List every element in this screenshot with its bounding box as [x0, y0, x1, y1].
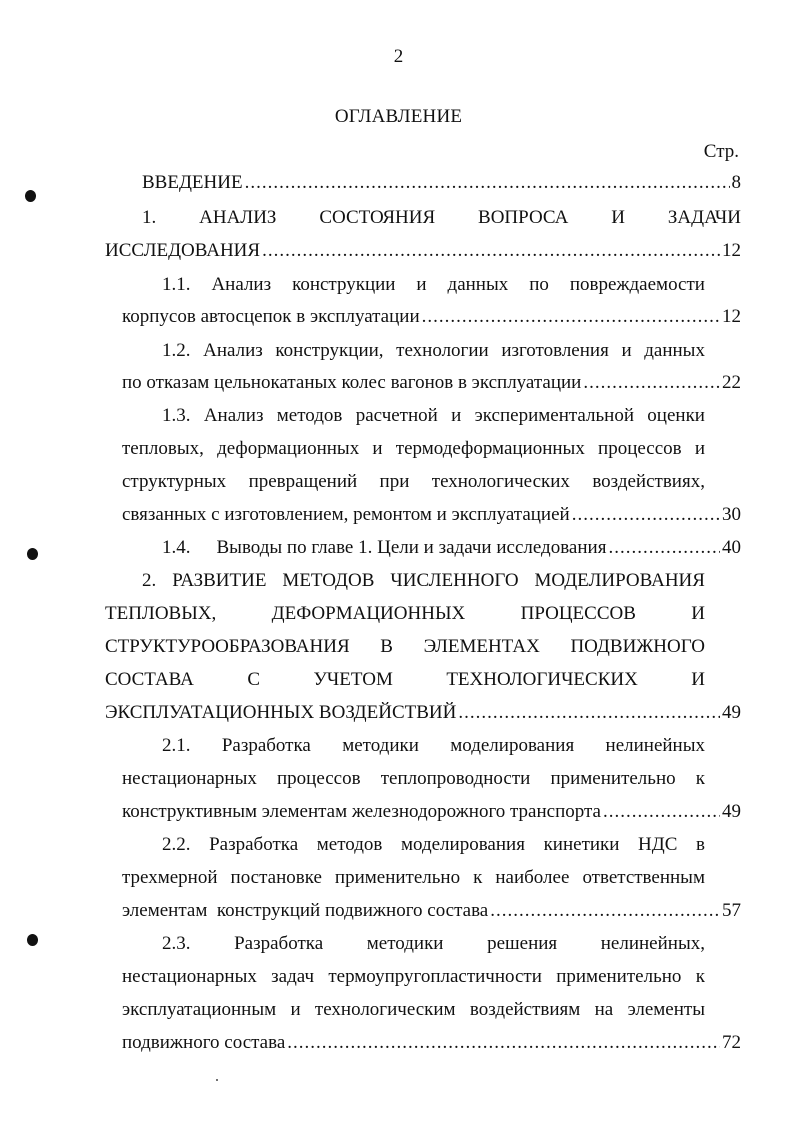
word: структурных	[122, 471, 227, 492]
leader-dots	[262, 240, 720, 262]
leader-dots	[572, 504, 720, 526]
toc-entry-introduction[interactable]	[142, 172, 741, 194]
page-number: 2	[393, 46, 404, 67]
entry-page: 12	[722, 306, 741, 327]
word: Разработка	[221, 735, 311, 756]
word: методики	[342, 735, 419, 756]
word: нестационарных	[122, 966, 257, 987]
toc-entry-2-1-last[interactable]	[122, 801, 741, 823]
word: Анализ	[203, 405, 264, 426]
binder-hole-mark	[25, 190, 36, 202]
entry-number: 1.2.	[162, 340, 191, 361]
word: ТЕХНОЛОГИЧЕСКИХ	[446, 669, 638, 690]
toc-entry-1-1-last[interactable]	[122, 306, 741, 328]
entry-number: 1.3.	[162, 405, 191, 426]
toc-entry-1-3-line1[interactable]	[162, 405, 705, 427]
entry-page: 49	[722, 801, 741, 822]
toc-entry-2-3-last[interactable]	[122, 1032, 741, 1054]
word: экспериментальной	[474, 405, 634, 426]
word: методики	[366, 933, 444, 954]
toc-entry-1-2-last[interactable]	[122, 372, 741, 394]
word: СТРУКТУРООБРАЗОВАНИЯ	[105, 636, 350, 657]
word: повреждаемости	[569, 274, 705, 295]
word: применительно	[334, 867, 461, 888]
word: МОДЕЛИРОВАНИЯ	[534, 570, 705, 591]
toc-entry-1-1-line1[interactable]	[162, 274, 705, 296]
word: расчетной	[355, 405, 438, 426]
word: моделирования	[400, 834, 525, 855]
toc-entry-1-3-line3[interactable]	[122, 471, 705, 493]
toc-title: ОГЛАВЛЕНИЕ	[334, 106, 463, 127]
word: ТЕПЛОВЫХ,	[105, 603, 217, 624]
word: МЕТОДОВ	[282, 570, 375, 591]
word: РАЗВИТИЕ	[172, 570, 267, 591]
entry-number: 2.3.	[162, 933, 191, 954]
word: процессов	[598, 438, 682, 459]
leader-dots	[603, 801, 720, 823]
word: нелинейных,	[600, 933, 705, 954]
leader-dots	[422, 306, 720, 328]
word: методов	[276, 405, 343, 426]
word: ВОПРОСА	[478, 207, 569, 228]
word: к	[695, 966, 705, 987]
word: оценки	[647, 405, 705, 426]
word: моделирования	[450, 735, 575, 756]
entry-text: связанных с изготовлением, ремонтом и эксплуатацией	[122, 504, 570, 525]
toc-entry-1-2-line1[interactable]	[162, 340, 705, 362]
scan-speck	[216, 1079, 218, 1081]
word: ПОДВИЖНОГО	[570, 636, 705, 657]
entry-text: элементам конструкций подвижного состава	[122, 900, 489, 921]
word: к	[473, 867, 483, 888]
word: В	[380, 636, 393, 657]
word: теплопроводности	[380, 768, 531, 789]
pages-column-header: Стр.	[703, 141, 739, 162]
toc-entry-2-1-line2[interactable]	[122, 768, 705, 790]
binder-hole-mark	[27, 934, 38, 946]
toc-entry-2-1-line1[interactable]	[162, 735, 705, 757]
toc-entry-1-line1[interactable]	[142, 207, 741, 229]
word: и	[694, 438, 705, 459]
word: трехмерной	[122, 867, 218, 888]
word: к	[695, 768, 705, 789]
word: конструкции,	[275, 340, 384, 361]
entry-text: по отказам цельнокатаных колес вагонов в эксплуатации	[122, 372, 582, 393]
word: Анализ	[211, 274, 272, 295]
entry-page: 57	[722, 900, 741, 921]
word: ДЕФОРМАЦИОННЫХ	[271, 603, 466, 624]
leader-dots	[458, 702, 720, 724]
entry-page: 40	[722, 537, 741, 558]
word: изготовления	[501, 340, 609, 361]
word: технологическим	[314, 999, 456, 1020]
word: на	[594, 999, 614, 1020]
leader-dots	[245, 172, 730, 194]
word: технологии	[396, 340, 489, 361]
toc-entry-1-last[interactable]	[105, 240, 741, 262]
word: превращений	[248, 471, 358, 492]
word: нестационарных	[122, 768, 257, 789]
word: и	[290, 999, 301, 1020]
word: технологических	[431, 471, 570, 492]
word: и	[372, 438, 383, 459]
word: ответственным	[582, 867, 705, 888]
word: и	[451, 405, 462, 426]
toc-entry-2-line2[interactable]	[105, 603, 705, 625]
word: решения	[487, 933, 558, 954]
toc-entry-2-3-line3[interactable]	[122, 999, 705, 1021]
word: деформационных	[217, 438, 360, 459]
toc-entry-2-2-last[interactable]	[122, 900, 741, 922]
toc-entry-2-2-line2[interactable]	[122, 867, 705, 889]
entry-number: 2.1.	[162, 735, 191, 756]
word: эксплуатационным	[122, 999, 277, 1020]
entry-number: 1.1.	[162, 274, 191, 295]
word: задач	[271, 966, 315, 987]
leader-dots	[490, 900, 720, 922]
word: УЧЕТОМ	[313, 669, 393, 690]
toc-entry-1-4[interactable]	[162, 537, 741, 559]
word: С	[247, 669, 261, 690]
word: и	[621, 340, 632, 361]
entry-page: 8	[731, 172, 741, 193]
entry-number: 2.2.	[162, 834, 191, 855]
word: АНАЛИЗ	[199, 207, 277, 228]
entry-text: конструктивным элементам железнодорожного транспорта	[122, 801, 601, 822]
word: И	[691, 603, 705, 624]
word: применительно	[556, 966, 682, 987]
word: воздействиях,	[592, 471, 705, 492]
toc-entry-2-2-line1[interactable]	[162, 834, 705, 856]
entry-page: 22	[722, 372, 741, 393]
word: применительно	[550, 768, 676, 789]
word: И	[611, 207, 625, 228]
word: по	[529, 274, 549, 295]
toc-entry-1-3-last[interactable]	[122, 504, 741, 526]
entry-page: 30	[722, 504, 741, 525]
word: при	[379, 471, 410, 492]
toc-entry-1-3-line2[interactable]	[122, 438, 705, 460]
word: нелинейных	[605, 735, 705, 756]
toc-entry-2-line4[interactable]	[105, 669, 705, 691]
word: данных	[644, 340, 705, 361]
entry-text: ВВЕДЕНИЕ	[142, 172, 243, 193]
word: ЗАДАЧИ	[667, 207, 741, 228]
word: тепловых,	[122, 438, 204, 459]
entry-page: 49	[722, 702, 741, 723]
entry-number: 1.	[142, 207, 157, 228]
word: Разработка	[209, 834, 299, 855]
word: методов	[316, 834, 383, 855]
toc-entry-2-line1[interactable]	[142, 570, 705, 592]
word: в	[696, 834, 705, 855]
word: Анализ	[203, 340, 263, 361]
entry-text: ЭКСПЛУАТАЦИОННЫХ ВОЗДЕЙСТВИЙ	[105, 702, 457, 723]
word: Разработка	[234, 933, 324, 954]
entry-text: корпусов автосцепок в эксплуатации	[122, 306, 420, 327]
word: элементы	[627, 999, 705, 1020]
word: ЧИСЛЕННОГО	[390, 570, 519, 591]
word: термодеформационных	[395, 438, 585, 459]
leader-dots	[287, 1032, 720, 1054]
entry-number: 2.	[142, 570, 157, 591]
entry-page: 72	[722, 1032, 741, 1053]
entry-text: ИССЛЕДОВАНИЯ	[105, 240, 261, 261]
word: конструкции	[292, 274, 396, 295]
leader-dots	[583, 372, 720, 394]
toc-entry-2-3-line1[interactable]	[162, 933, 705, 955]
word: постановке	[230, 867, 322, 888]
entry-text: подвижного состава	[122, 1032, 286, 1053]
word: СОСТОЯНИЯ	[319, 207, 436, 228]
entry-page: 12	[722, 240, 741, 261]
toc-entry-2-3-line2[interactable]	[122, 966, 705, 988]
word: ПРОЦЕССОВ	[520, 603, 636, 624]
word: И	[691, 669, 705, 690]
entry-text: Выводы по главе 1. Цели и задачи исследования	[216, 537, 607, 558]
word: процессов	[277, 768, 361, 789]
entry-number: 1.4.	[162, 537, 191, 558]
word: данных	[447, 274, 509, 295]
toc-entry-2-line3[interactable]	[105, 636, 705, 658]
word: СОСТАВА	[105, 669, 194, 690]
word: воздействиям	[469, 999, 581, 1020]
word: термоупругопластичности	[328, 966, 542, 987]
word: и	[416, 274, 427, 295]
word: наиболее	[495, 867, 570, 888]
word: НДС	[638, 834, 678, 855]
word: кинетики	[543, 834, 620, 855]
leader-dots	[608, 537, 720, 559]
binder-hole-mark	[27, 548, 38, 560]
toc-entry-2-last[interactable]	[105, 702, 741, 724]
word: ЭЛЕМЕНТАХ	[423, 636, 540, 657]
